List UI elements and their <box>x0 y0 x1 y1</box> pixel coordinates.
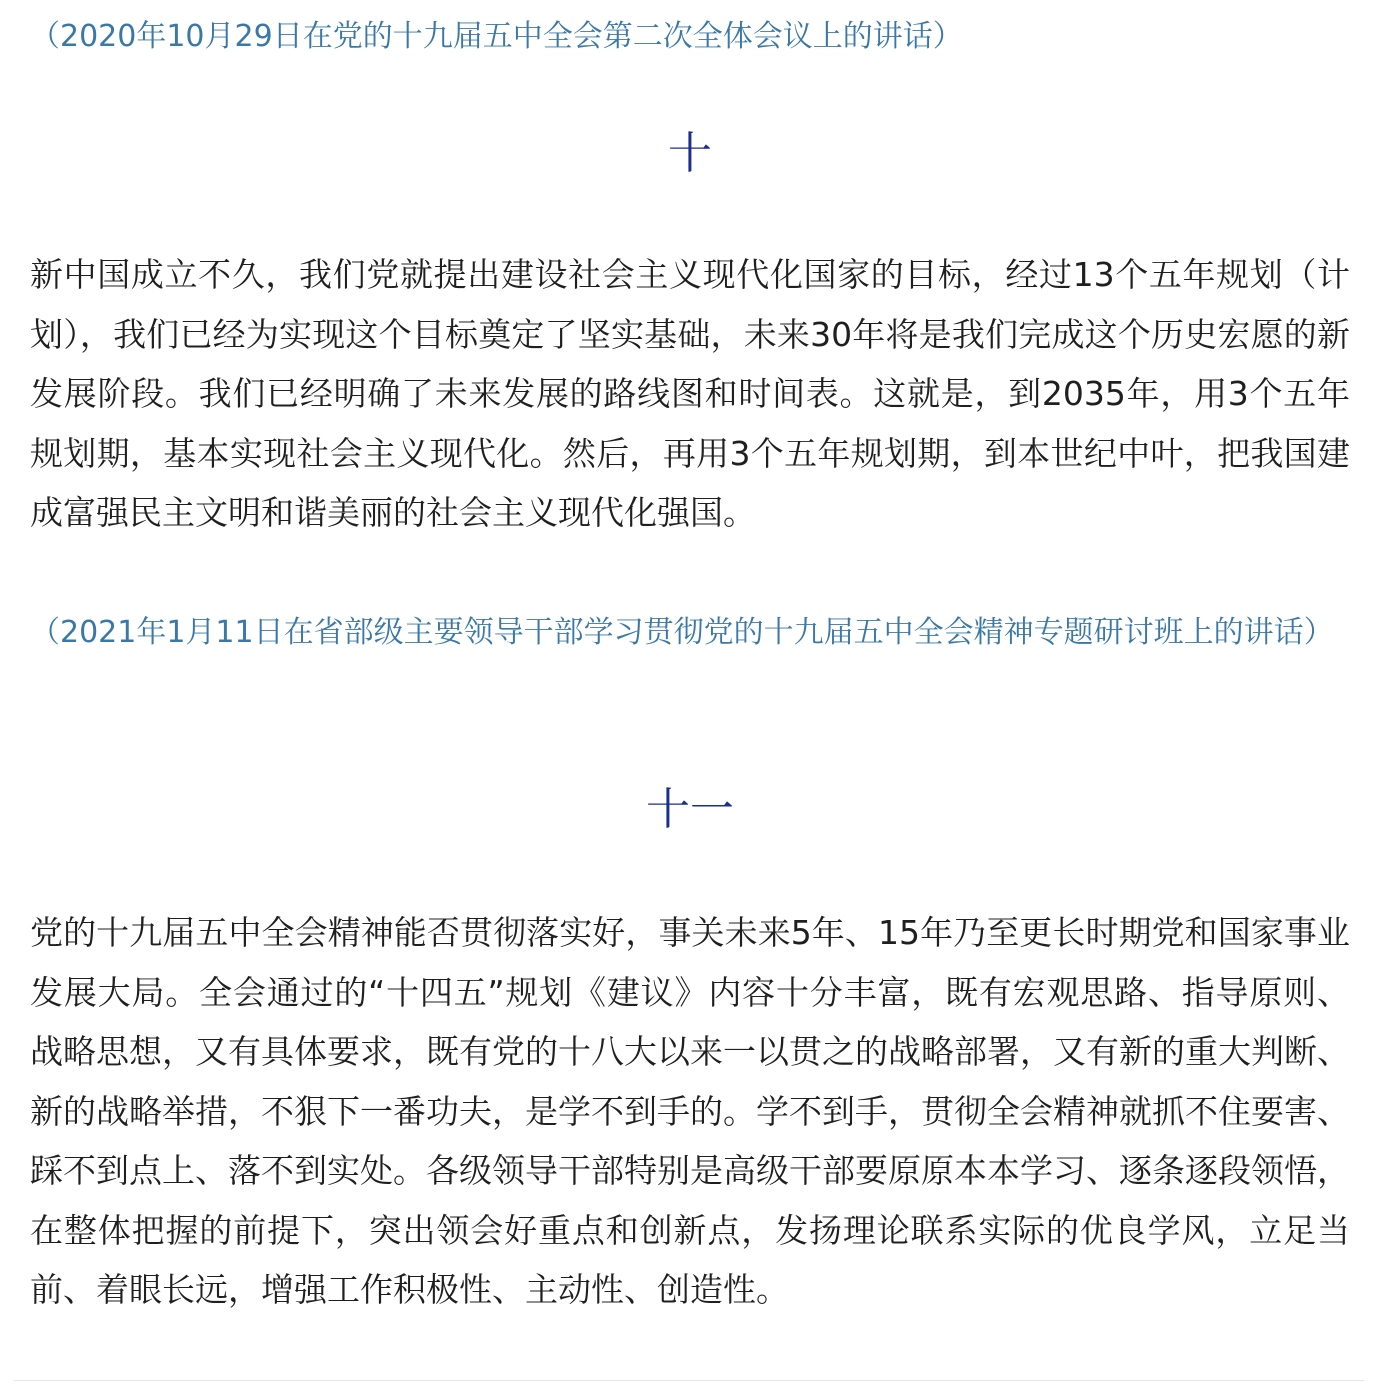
divider <box>14 1380 1364 1381</box>
section-number-10: 十 <box>668 128 712 179</box>
speech-source-note: （2020年10月29日在党的十九届五中全会第二次全体会议上的讲话） <box>30 19 963 54</box>
section-10-paragraph: 新中国成立不久，我们党就提出建设社会主义现代化国家的目标，经过13个五年规划（计划），我们已经为实现这个目标奠定了坚实基础，未来30年将是我们完成这个历史宏愿的新发展阶段。我们已经明确了未来发展的路线图和时间表。这就是，到2035年，用3个五年规划期，基本实现社会主义现代化。然后，再用3个五年规划期，到本世纪中叶，把我国建成富强民主文明和谐美丽的社会主义现代化强国。 <box>30 255 1350 532</box>
section-number-11: 十一 <box>646 784 734 835</box>
speech-source-note: （2021年1月11日在省部级主要领导干部学习贯彻党的十九届五中全会精神专题研讨班上的讲话） <box>30 615 1334 650</box>
section-11-paragraph: 党的十九届五中全会精神能否贯彻落实好，事关未来5年、15年乃至更长时期党和国家事业发展大局。全会通过的“十四五”规划《建议》内容十分丰富，既有宏观思路、指导原则、战略思想，又有具体要求，既有党的十八大以来一以贯之的战略部署，又有新的重大判断、新的战略举措，不狠下一番功夫，是学不到手的。学不到手，贯彻全会精神就抓不住要害、踩不到点上、落不到实处。各级领导干部特别是高级干部要原原本本学习、逐条逐段领悟，在整体把握的前提下，突出领会好重点和创新点，发扬理论联系实际的优良学风，立足当前、着眼长远，增强工作积极性、主动性、创造性。 <box>30 913 1350 1309</box>
